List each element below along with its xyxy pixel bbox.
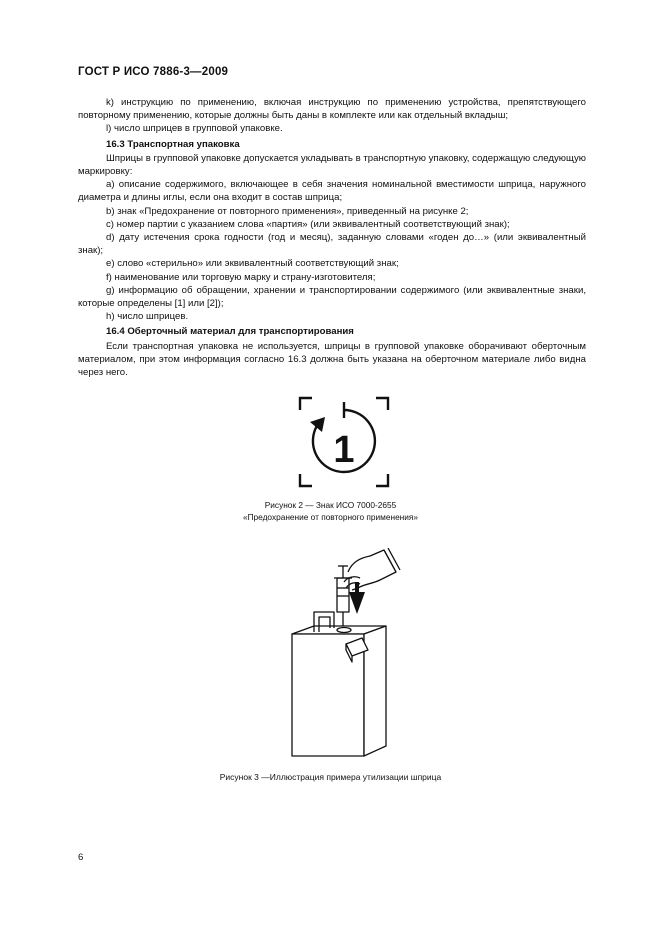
figure-2-caption-line1: Рисунок 2 — Знак ИСО 7000-2655: [264, 500, 397, 510]
list-item-b: b) знак «Предохранение от повторного применения», приведенный на рисунке 2;: [106, 205, 469, 217]
list-item-c: c) номер партии с указанием слова «партия» (или эквивалентный соответствующий знак);: [106, 218, 510, 230]
document-header: ГОСТ Р ИСО 7886-3—2009: [78, 66, 229, 78]
list-item-l: l) число шприцев в групповой упаковке.: [106, 123, 283, 135]
list-item-a: a) описание содержимого, включающее в себя значения номинальной вместимости шприца, наружного диаметра и длины иглы, если она входит в состав шприца;: [78, 179, 586, 204]
syringe-disposal-illustration: [286, 548, 408, 760]
main-text-block: [78, 96, 586, 379]
section-16-3-intro: Шприцы в групповой упаковке допускается укладывать в транспортную упаковку, содержащую следующую маркировку:: [78, 152, 586, 178]
section-16-3-heading: 16.3 Транспортная упаковка: [106, 138, 240, 150]
symbol-digit: 1: [333, 429, 355, 471]
list-item-g: g) информацию об обращении, хранении и транспортировании содержимого (или эквивалентные знаки, которые определены [1] или [2]);: [78, 284, 586, 310]
do-not-reuse-symbol: [298, 396, 390, 488]
list-item-k: k) инструкцию по применению, включая инструкцию по применению устройства, препятствующего повторному применению, которые должны быть даны в комплекте или как отдельный вкладыш;: [78, 97, 586, 122]
list-item-f: f) наименование или торговую марку и страну-изготовителя;: [106, 271, 376, 283]
section-16-4-text: Если транспортная упаковка не используется, шприцы в групповой упаковке оборачивают оберточным материалом, при этом информация согласно 16.3 должна быть указана на оберточном материале либо видна через него.: [78, 340, 586, 379]
page-number: 6: [78, 852, 84, 863]
figure-3-caption: Рисунок 3 —Иллюстрация примера утилизации шприца: [219, 772, 442, 782]
list-item-d: d) дату истечения срока годности (год и месяц), заданную словами «годен до…» (или эквивалентный знак);: [78, 232, 586, 257]
list-item-h: h) число шприцев.: [106, 311, 189, 323]
figure-2-caption-line2: «Предохранение от повторного применения»: [242, 512, 419, 522]
list-item-e: e) слово «стерильно» или эквивалентный соответствующий знак;: [106, 258, 399, 270]
section-16-4-heading: 16.4 Оберточный материал для транспортирования: [106, 326, 354, 338]
